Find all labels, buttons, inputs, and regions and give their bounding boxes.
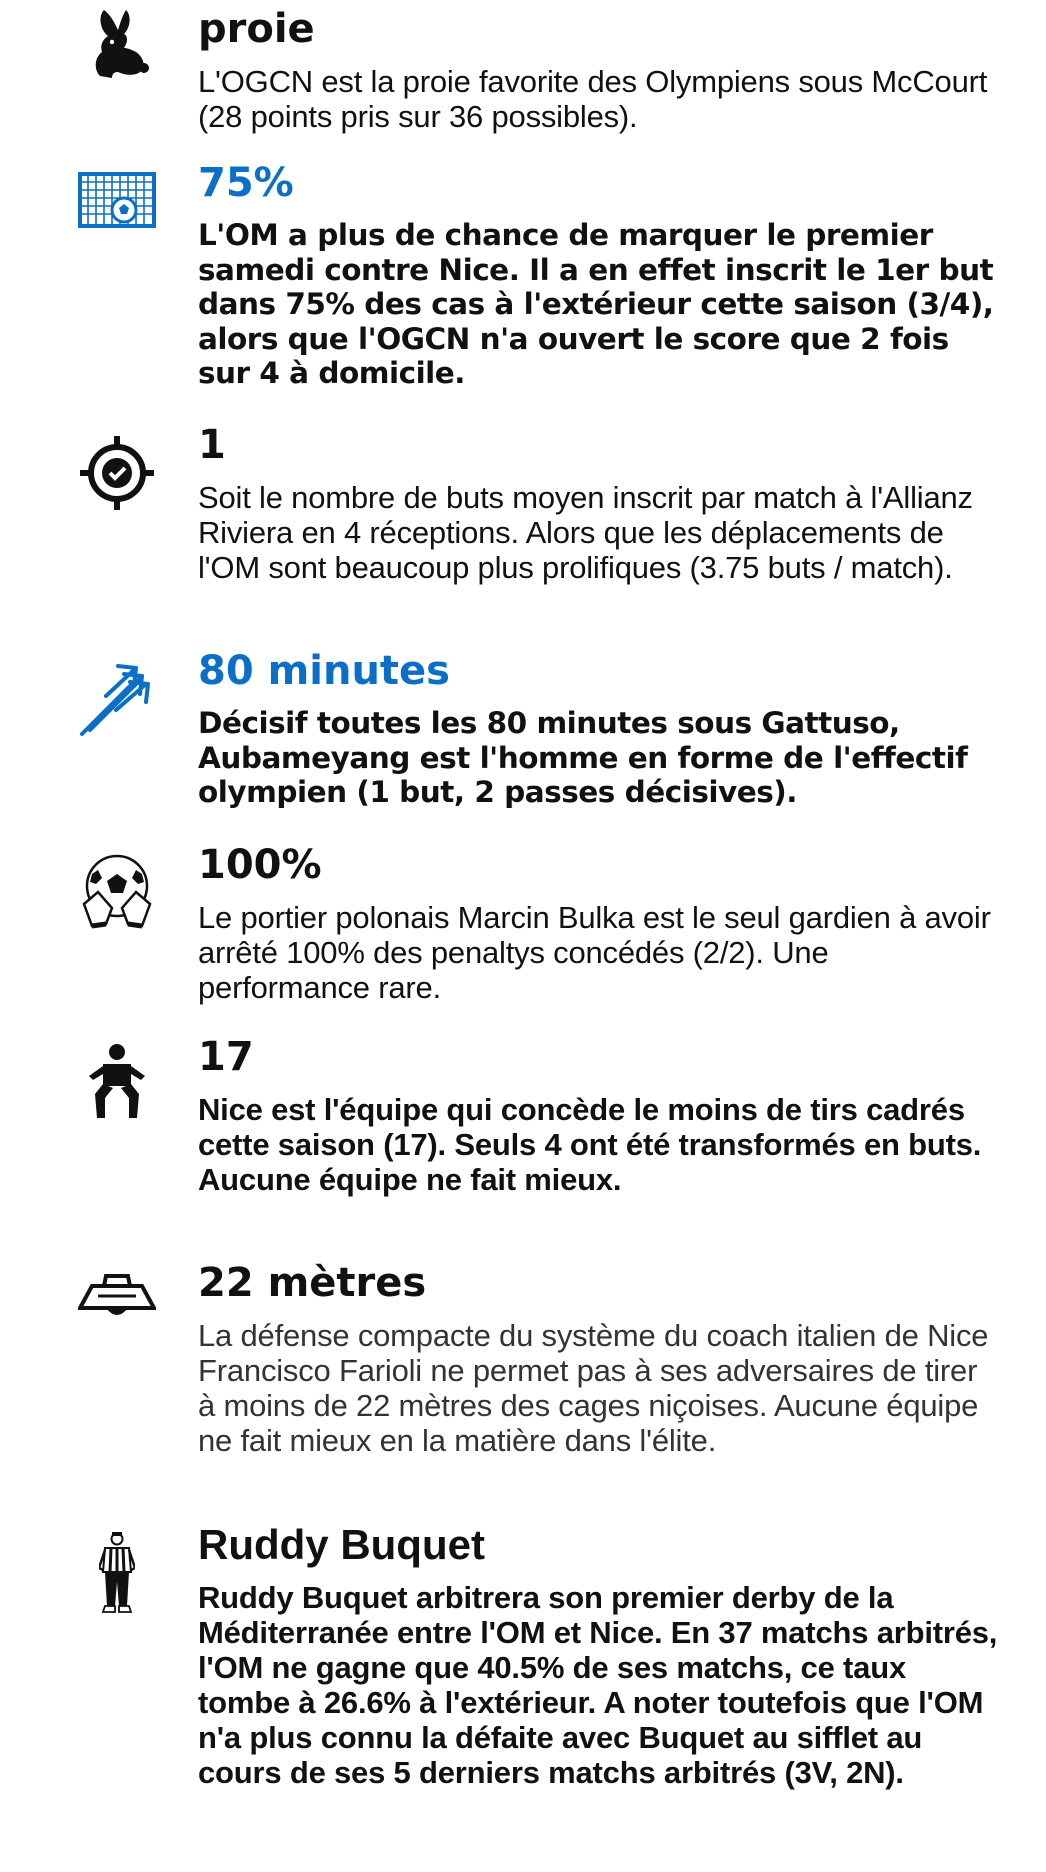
penalty-box-icon — [78, 1260, 156, 1338]
stat-description: Soit le nombre de buts moyen inscrit par match à l'Allianz Riviera en 4 réceptions. Alors que les déplacements de l'OM sont beaucoup plus prolifiques (3.75 buts / match). — [198, 480, 973, 585]
stat-block-proie — [78, 6, 998, 134]
stat-description: Ruddy Buquet arbitrera son premier derby de la Méditerranée entre l'OM et Nice. En 37 matchs arbitrés, l'OM ne gagne que 40.5% de ses matchs, ce taux tombe à 26.6% à l'extérieur. A noter toutefois que l'OM n'a plus connu la défaite avec Buquet au sifflet au cours de ses 5 derniers matchs arbitrés (3V, 2N). — [198, 1580, 998, 1790]
goalkeeper-figure-icon — [78, 1034, 156, 1112]
stat-description: L'OM a plus de chance de marquer le premier samedi contre Nice. Il a en effet inscrit le 1er but dans 75% des cas à l'extérieur cette saison (3/4), alors que l'OGCN n'a ouvert le score que 2 fois sur 4 à domicile. — [198, 218, 994, 391]
rabbit-icon — [78, 6, 156, 84]
stat-title: proie — [198, 6, 315, 52]
stat-block-17 — [78, 1034, 998, 1197]
stat-block-100-percent — [78, 842, 998, 1005]
stat-description: Décisif toutes les 80 minutes sous Gattuso, Aubameyang est l'homme en forme de l'effectif olympien (1 but, 2 passes décisives). — [198, 706, 968, 810]
target-check-icon — [78, 422, 156, 500]
stat-description: Nice est l'équipe qui concède le moins de tirs cadrés cette saison (17). Seuls 4 ont été transformés en buts. Aucune équipe ne fait mieux. — [198, 1092, 982, 1197]
stat-title: 17 — [198, 1034, 254, 1080]
stat-title: Ruddy Buquet — [198, 1521, 485, 1568]
goal-net-ball-icon — [78, 160, 156, 238]
stat-description: L'OGCN est la proie favorite des Olympiens sous McCourt (28 points pris sur 36 possibles). — [198, 64, 988, 134]
stat-description: Le portier polonais Marcin Bulka est le seul gardien à avoir arrêté 100% des penaltys concédés (2/2). Une performance rare. — [198, 900, 991, 1005]
stat-block-1 — [78, 422, 998, 585]
stat-title: 1 — [198, 422, 226, 468]
stat-block-22-metres — [78, 1260, 998, 1458]
stat-block-75-percent — [78, 160, 998, 391]
stat-title: 22 mètres — [198, 1260, 427, 1306]
stat-block-80-minutes — [78, 648, 998, 810]
stat-description: La défense compacte du système du coach italien de Nice Francisco Farioli ne permet pas à ses adversaires de tirer à moins de 22 mètres des cages niçoises. Aucune équipe ne fait mieux en la matière dans l'élite. — [198, 1318, 989, 1458]
speed-arrows-icon — [78, 648, 156, 726]
stat-title: 100% — [198, 842, 322, 888]
referee-icon — [78, 1522, 156, 1600]
stat-title: 75% — [198, 160, 294, 206]
stat-block-ruddy-buquet — [78, 1522, 998, 1790]
goalkeeper-gloves-ball-icon — [78, 842, 156, 920]
stat-title: 80 minutes — [198, 648, 450, 694]
